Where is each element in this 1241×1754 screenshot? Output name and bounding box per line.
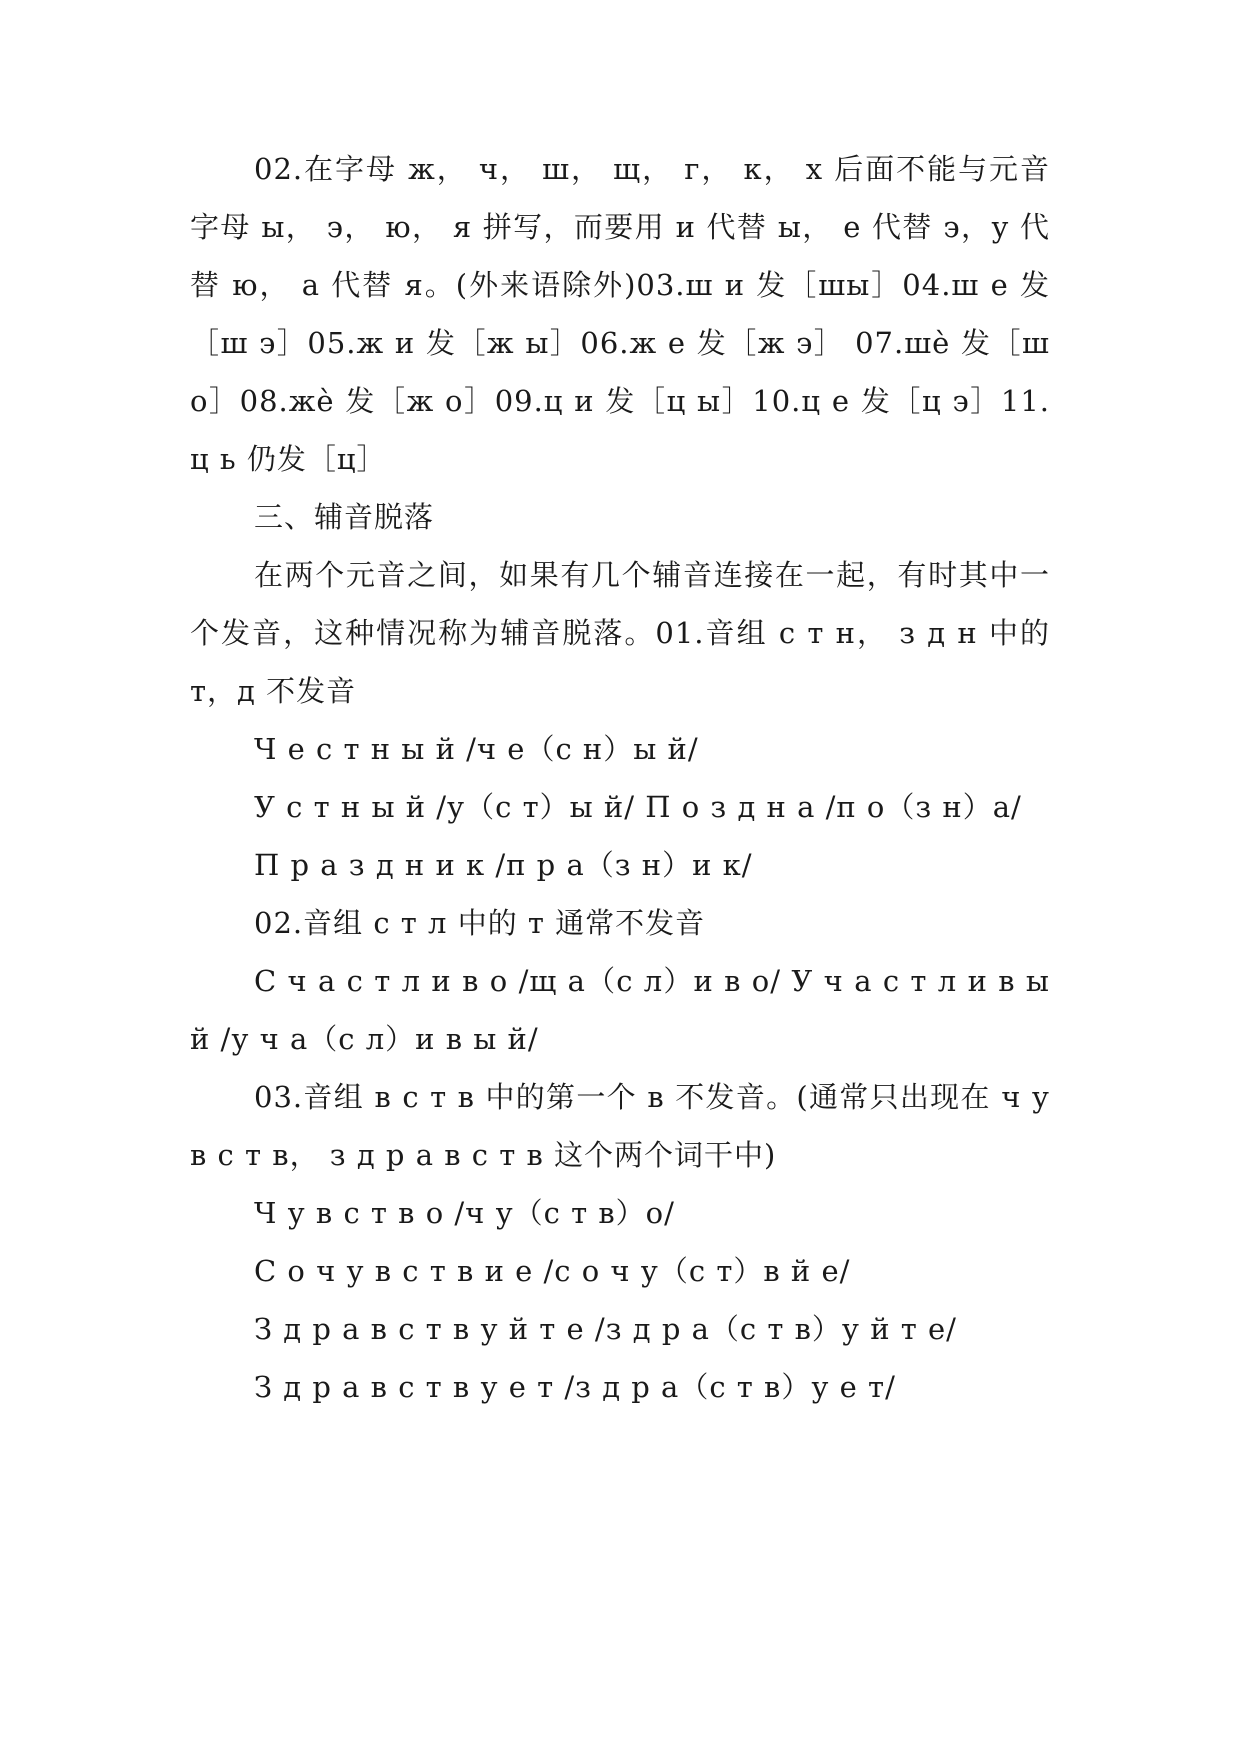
section-heading-consonant-dropping: 三、辅音脱落	[254, 500, 435, 534]
rule-vstv-group: 03.音组 в с т в 中的第一个 в 不发音。(通常只出现在 ч у в с т в， з д р а в с т в 这个两个词干中)	[190, 1080, 1050, 1172]
rule-stl-group: 02.音组 с т л 中的 т 通常不发音	[254, 906, 706, 940]
document-page	[190, 140, 1050, 1416]
example-ustny-pozdna: У с т н ы й /у（с т）ы й/ П о з д н а /п о（з н）а/	[254, 790, 1022, 824]
example-schastlivo-uchastlivy: С ч а с т л и в о /щ а（с л）и в о/ У ч а с т л и в ы й /у ч а（с л）и в ы й/	[190, 964, 1050, 1056]
example-zdravstvuyte: З д р а в с т в у й т е /з д р а（с т в）у й т е/	[254, 1312, 957, 1346]
example-chuvstvo: Ч у в с т в о /ч у（с т в）о/	[254, 1196, 675, 1230]
example-zdravstvuet: З д р а в с т в у е т /з д р а（с т в）у е т/	[254, 1370, 896, 1404]
example-sochuvstvie: С о ч у в с т в и е /с о ч у（с т）в й е/	[254, 1254, 851, 1288]
paragraph-consonant-dropping-intro: 在两个元音之间，如果有几个辅音连接在一起，有时其中一个发音，这种情况称为辅音脱落。01.音组 с т н， з д н 中的 т，д 不发音	[190, 558, 1050, 708]
example-prazdnik: П р а з д н и к /п р а（з н）и к/	[254, 848, 753, 882]
example-chestny: Ч е с т н ы й /ч е（с н）ы й/	[254, 732, 699, 766]
paragraph-soft-consonant-rules: 02.在字母 ж， ч， ш， щ， г， к， х 后面不能与元音字母 ы， э， ю， я 拼写，而要用 и 代替 ы， е 代替 э，у 代替 ю， а 代替 я。(外来语除外)03.ш и 发［шы］04.ш е 发［ш э］05.ж и 发［ж ы］06.ж е 发［ж э］ 07.шѐ 发［ш о］08.жѐ 发［ж о］09.ц и 发［ц ы］10.ц е 发［ц э］11.ц ь 仍发［ц］	[190, 152, 1050, 476]
